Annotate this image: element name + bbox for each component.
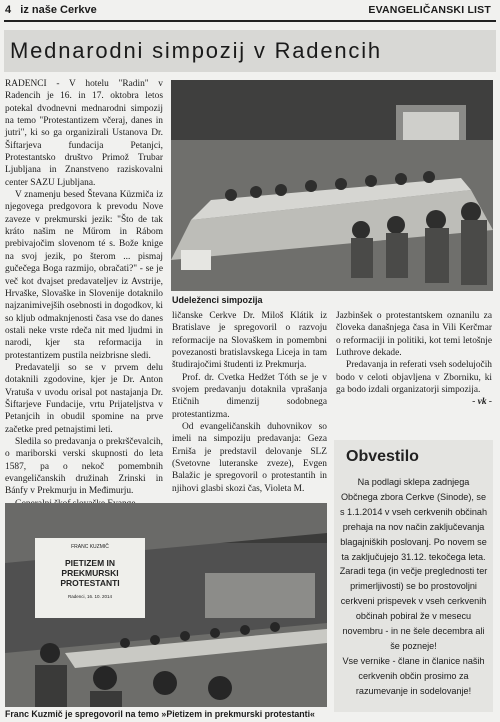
page-number: 4	[5, 4, 12, 16]
notice-paragraph: Na podlagi sklepa zadnjega Občnega zbora Cerkve (Sinode), se s 1.1.2014 v vseh cerkvenih občinah prehaja na nov način zaključevanja blagajniških poslovanj. Po novem se ta zaključujejo 31.12. tekočega leta.	[339, 477, 488, 562]
article-title: Mednarodni simpozij v Radencih	[4, 30, 496, 72]
notice-title: Obvestilo	[346, 448, 419, 465]
notice-box	[334, 440, 493, 712]
notice-body	[338, 475, 489, 699]
slide-speaker: FRANC KUZMIČ	[71, 544, 109, 550]
paragraph: Od evangeličanskih duhovnikov so imeli na simpoziju predavanja: Geza Erniša je predstavil delovanje SLZ (Svetovne luteranske zveze), Evgen Balažic je spregovoril o protestantih in njihovi glasbi skozi čas, Violeta M.	[172, 422, 327, 494]
author-signature: - vk -	[472, 397, 492, 408]
photo-caption-top: Udeleženci simpozija	[172, 295, 263, 305]
paragraph: Predavanja in referati vseh sodelujočih bodo v celoti objavljena v Zborniku, ki ga bodo izdali organizatorji simpozija.	[336, 360, 492, 396]
photo-participants	[171, 80, 493, 291]
publication-name: EVANGELIČANSKI LIST	[368, 4, 491, 16]
photo-lecture	[5, 503, 327, 707]
slide-date: Radenci, 16. 10. 2014	[67, 594, 113, 599]
section-name: iz naše Cerkve	[20, 4, 97, 16]
page-header-left	[5, 4, 97, 16]
article-column-2	[172, 310, 327, 495]
article-column-1	[5, 78, 163, 510]
header-rule	[4, 20, 496, 22]
photo-caption-bottom: Franc Kuzmič je spregovoril na temo »Pietizem in prekmurski protestanti«	[5, 709, 315, 719]
notice-paragraph: Vse vernike - člane in članice naših cerkvenih občin prosimo za razumevanje in sodelovanje!	[342, 655, 485, 696]
presentation-slide	[35, 538, 145, 618]
notice-paragraph: Zaradi tega (in večje preglednosti ter primerljivosti) se bo prostovoljni cerkveni prispevek v vseh cerkvenih občinah pobiral že v mesecu novembru - in ne šele decembra ali še pozneje!	[339, 566, 488, 651]
paragraph: Predavatelji so se v prvem delu dotaknili zgodovine, kjer je Dr. Anton Vratuša v uvodu orisal pot nastajanja Dr. Šiftarjeve Fundacije, vrtu Prijateljstva v Petanjcih in obudil spomine na prve začetke pred petnajstimi leti.	[5, 362, 163, 435]
paragraph: ličanske Cerkve Dr. Miloš Klátik iz Bratislave je spregovoril o razvoju reformacije na Slovaškem in pomembni povezanosti bratislavskega Liceja in tam študirajočimi študenti iz Prekmurja.	[172, 311, 327, 371]
paragraph: RADENCI - V hotelu "Radin" v Radencih je 16. in 17. oktobra letos potekal dvodnevni mednarodni simpozij na temo "Protestantizem včeraj, danes in jutri", ki so ga organizirali Ustanova Dr. Šiftarjeva fundacija Petanjci, Protestantsko društvo Primož Trubar Ljubljana in Znanstveno raziskovalni center SAZU Ljubljana.	[5, 79, 163, 188]
paragraph: Sledila so predavanja o prekrščevalcih, o mariborski verski skupnosti do leta 1587, pa o nekoč pomembnih evangeličanskih družinah Zrinski in Bánfy v Prekmurju in Međimurju.	[5, 436, 163, 497]
paragraph: V znamenju besed Števana Küzmiča iz njegovega predgovora k prevodu Nove zaveze v prekmurski jezik: "Što de tak kráto našim ne Műrom in Rábom prebivajočim slovenom té s. Bože knige na svoj jezik, po šterom ... pismaj gučečega Boga razmijo, obračati?" - se je več kot dvajset predavateljev iz Avstrije, Hrvaške, Slovaške in Slovenije dotaknilo najzanimivejših osebnosti in dogodkov, ki so kljub odmaknjenosti časa vse do danes ostali neke vrste rdeča nit med ljudmi in narodi, kjer sta reformacija in protestantizem pustila neizbrisne sledi.	[5, 190, 163, 361]
paragraph: Prof. dr. Cvetka Hedžet Tóth se je v svojem predavanju dotaknila vprašanja Etičnih dimenzij sodobnega protestantizma.	[172, 372, 327, 420]
paragraph: Jazbinšek o protestantskem oznanilu za človeka današnjega časa in Vili Kerčmar o reformaciji in politiki, kot temi letošnje Luthrove dekade.	[336, 311, 492, 359]
slide-title: PIETIZEM IN PREKMURSKI PROTESTANTI	[60, 558, 120, 588]
article-column-3	[336, 310, 492, 409]
